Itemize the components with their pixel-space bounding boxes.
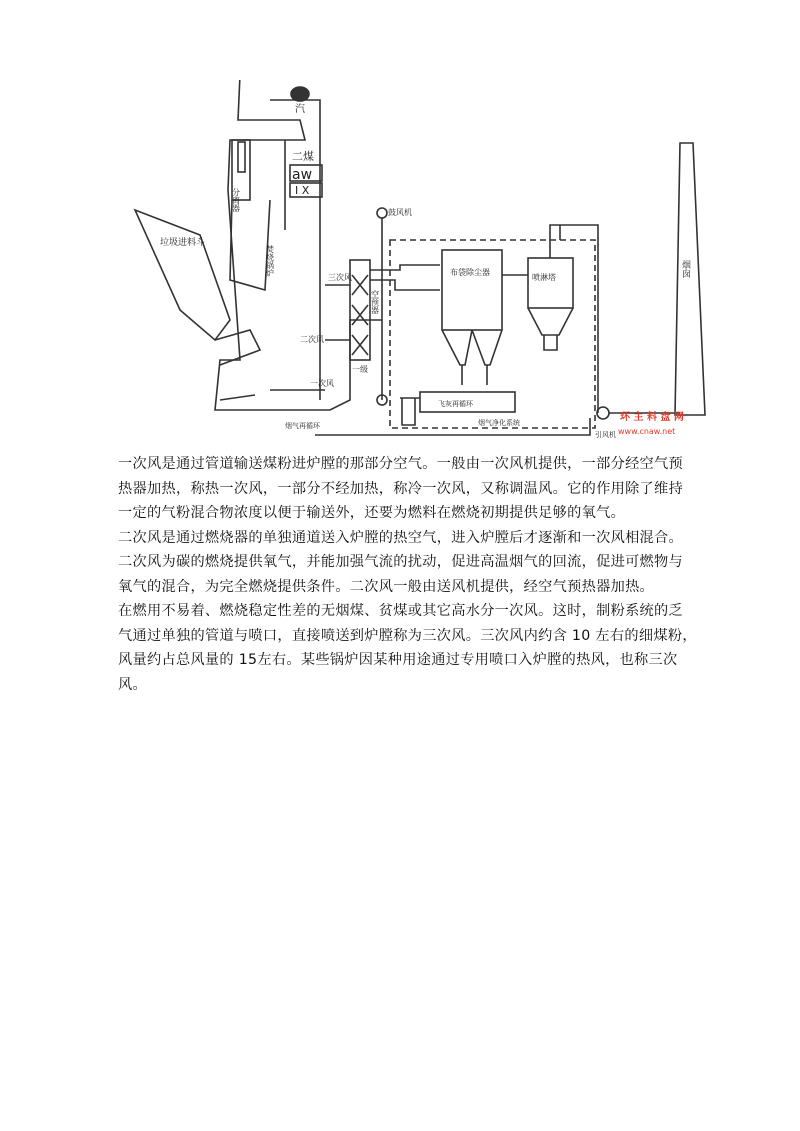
steam-drum-icon [291, 87, 309, 101]
secondary-air-label: 二次风 [300, 335, 324, 344]
paragraph-secondary-air: 二次风是通过燃烧器的单独通道送入炉膛的热空气，进入炉膛后才逐渐和一次风相混合。 二次风为碳的燃烧提供氧气，并能加强气流的扰动，促进高温烟气的回流，促进可燃物与 氧气的混合，为完全燃烧提供条件。二次风一般由送风机提供，经空气预热器加热。 [118, 529, 684, 595]
process-diagram [120, 80, 720, 450]
hopper-label: 垃圾进料斗 [160, 238, 206, 248]
spray-tower-label: 喷淋塔 [532, 273, 556, 282]
watermark-bottom: www.cnaw.net [618, 427, 676, 436]
bag-filter-label: 布袋除尘器 [450, 268, 490, 277]
paragraph-tertiary-air: 在燃用不易着、燃烧稳定性差的无烟煤、贫煤或其它高水分一次风。这时，制粉系统的乏 气通过单独的管道与喷口，直接喷送到炉膛称为三次风。三次风内约含 10 左右的细煤粉， 风量约占总风量的 15左右。某些锅炉因某种用途通过专用喷口入炉膛的热风，也称三次 风。 [118, 603, 697, 693]
chimney-label: 烟囱 [680, 260, 690, 278]
recirculation-line [315, 418, 590, 435]
first-stage-label: 一级 [352, 365, 368, 374]
air-preheater-label: 空预器 [370, 290, 380, 314]
separator-label: 分离器 [231, 188, 241, 212]
induced-fan-label: 引风机 [595, 431, 616, 439]
code1-label: aw [292, 167, 313, 183]
steam-label: 汽 [295, 104, 305, 115]
bag-filter-box [442, 250, 502, 330]
second-coal-label: 二煤 [292, 150, 314, 163]
code2-label: I X [295, 184, 310, 197]
watermark-top: 环 主 料 盘 网 [620, 412, 684, 423]
paragraph-primary-air: 一次风是通过管道输送煤粉进炉膛的那部分空气。一般由一次风机提供，一部分经空气预 热器加热，称热一次风，一部分不经加热，称冷一次风，又称调温风。它的作用除了维持 一定的气粉混合物浓度以便于输送外，还要为燃料在燃烧初期提供足够的氧气。 [118, 456, 684, 521]
blower-label: 鼓风机 [388, 208, 412, 217]
chimney-shape [675, 143, 705, 415]
fly-ash-label: 飞灰再循环 [438, 400, 473, 408]
tertiary-air-label: 三次风 [328, 273, 352, 282]
blower-icon [377, 208, 387, 218]
hopper-shape [135, 210, 230, 340]
diagram-svg [120, 80, 720, 450]
gas-cleaning-label: 烟气净化系统 [478, 419, 520, 427]
spray-tower-box [528, 258, 573, 308]
boiler-label: 焚烧锅炉 [265, 245, 275, 277]
boiler-inner-wall [270, 100, 320, 400]
primary-air-label: 一次风 [310, 379, 334, 388]
article-body [118, 452, 698, 697]
flue-recirc-label: 烟气再循环 [285, 422, 320, 430]
